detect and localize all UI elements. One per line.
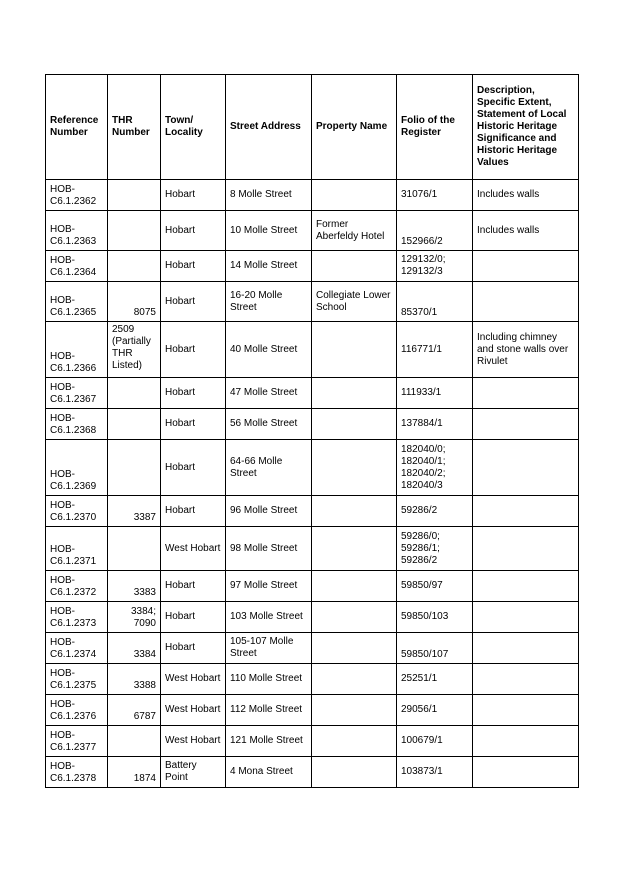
cell-town-locality: West Hobart [161, 664, 226, 695]
cell-reference-number: HOB-C6.1.2373 [46, 602, 108, 633]
cell-thr-number: 3387 [108, 496, 161, 527]
cell-description [473, 695, 579, 726]
cell-reference-number: HOB-C6.1.2364 [46, 251, 108, 282]
cell-property-name [312, 496, 397, 527]
cell-folio: 182040/0; 182040/1; 182040/2; 182040/3 [397, 440, 473, 496]
cell-reference-number: HOB-C6.1.2365 [46, 282, 108, 322]
cell-town-locality: Hobart [161, 378, 226, 409]
heritage-register-table [45, 74, 579, 788]
cell-description [473, 378, 579, 409]
cell-street-address: 103 Molle Street [226, 602, 312, 633]
cell-reference-number: HOB-C6.1.2367 [46, 378, 108, 409]
header-town-locality: Town/ Locality [161, 75, 226, 180]
cell-reference-number: HOB-C6.1.2363 [46, 211, 108, 251]
cell-thr-number [108, 378, 161, 409]
header-folio: Folio of the Register [397, 75, 473, 180]
cell-description [473, 282, 579, 322]
cell-description: Includes walls [473, 180, 579, 211]
cell-folio: 59286/0; 59286/1; 59286/2 [397, 527, 473, 571]
header-street-address: Street Address [226, 75, 312, 180]
cell-reference-number: HOB-C6.1.2374 [46, 633, 108, 664]
cell-folio: 85370/1 [397, 282, 473, 322]
table-row [46, 211, 579, 251]
table-row [46, 726, 579, 757]
cell-folio: 25251/1 [397, 664, 473, 695]
header-property-name: Property Name [312, 75, 397, 180]
cell-property-name [312, 440, 397, 496]
header-reference-number: Reference Number [46, 75, 108, 180]
table-header-row [46, 75, 579, 180]
table-row [46, 251, 579, 282]
cell-property-name [312, 726, 397, 757]
table-row [46, 409, 579, 440]
cell-street-address: 112 Molle Street [226, 695, 312, 726]
cell-street-address: 98 Molle Street [226, 527, 312, 571]
cell-town-locality: Hobart [161, 633, 226, 664]
table-row [46, 496, 579, 527]
cell-town-locality: West Hobart [161, 695, 226, 726]
table-row [46, 440, 579, 496]
table-row [46, 602, 579, 633]
table-row [46, 664, 579, 695]
cell-town-locality: Hobart [161, 440, 226, 496]
cell-street-address: 10 Molle Street [226, 211, 312, 251]
cell-street-address: 4 Mona Street [226, 757, 312, 788]
cell-reference-number: HOB-C6.1.2377 [46, 726, 108, 757]
cell-reference-number: HOB-C6.1.2370 [46, 496, 108, 527]
cell-folio: 100679/1 [397, 726, 473, 757]
cell-reference-number: HOB-C6.1.2362 [46, 180, 108, 211]
cell-reference-number: HOB-C6.1.2376 [46, 695, 108, 726]
cell-thr-number [108, 251, 161, 282]
table-row [46, 757, 579, 788]
table-body [46, 180, 579, 788]
cell-thr-number: 3384; 7090 [108, 602, 161, 633]
cell-street-address: 105-107 Molle Street [226, 633, 312, 664]
table-row [46, 633, 579, 664]
cell-town-locality: Hobart [161, 180, 226, 211]
cell-town-locality: Hobart [161, 322, 226, 378]
cell-town-locality: Battery Point [161, 757, 226, 788]
cell-property-name: Former Aberfeldy Hotel [312, 211, 397, 251]
cell-description [473, 633, 579, 664]
cell-folio: 137884/1 [397, 409, 473, 440]
cell-folio: 29056/1 [397, 695, 473, 726]
cell-reference-number: HOB-C6.1.2378 [46, 757, 108, 788]
cell-property-name [312, 633, 397, 664]
cell-thr-number: 6787 [108, 695, 161, 726]
cell-street-address: 47 Molle Street [226, 378, 312, 409]
cell-folio: 59850/107 [397, 633, 473, 664]
cell-description [473, 409, 579, 440]
cell-description [473, 726, 579, 757]
cell-reference-number: HOB-C6.1.2371 [46, 527, 108, 571]
cell-property-name: Collegiate Lower School [312, 282, 397, 322]
table-row [46, 695, 579, 726]
cell-description [473, 757, 579, 788]
cell-thr-number [108, 211, 161, 251]
cell-description [473, 664, 579, 695]
cell-reference-number: HOB-C6.1.2369 [46, 440, 108, 496]
cell-thr-number [108, 726, 161, 757]
cell-property-name [312, 180, 397, 211]
cell-property-name [312, 322, 397, 378]
cell-street-address: 16-20 Molle Street [226, 282, 312, 322]
cell-thr-number: 1874 [108, 757, 161, 788]
cell-thr-number: 3384 [108, 633, 161, 664]
cell-reference-number: HOB-C6.1.2366 [46, 322, 108, 378]
cell-thr-number: 2509 (Partially THR Listed) [108, 322, 161, 378]
cell-folio: 129132/0; 129132/3 [397, 251, 473, 282]
cell-description: Includes walls [473, 211, 579, 251]
cell-thr-number [108, 180, 161, 211]
cell-thr-number: 3383 [108, 571, 161, 602]
cell-street-address: 96 Molle Street [226, 496, 312, 527]
cell-street-address: 8 Molle Street [226, 180, 312, 211]
cell-folio: 111933/1 [397, 378, 473, 409]
cell-town-locality: West Hobart [161, 726, 226, 757]
cell-description [473, 602, 579, 633]
cell-town-locality: Hobart [161, 602, 226, 633]
cell-street-address: 64-66 Molle Street [226, 440, 312, 496]
cell-property-name [312, 571, 397, 602]
cell-folio: 59850/97 [397, 571, 473, 602]
cell-property-name [312, 757, 397, 788]
cell-folio: 31076/1 [397, 180, 473, 211]
cell-town-locality: Hobart [161, 496, 226, 527]
cell-street-address: 110 Molle Street [226, 664, 312, 695]
cell-folio: 103873/1 [397, 757, 473, 788]
cell-town-locality: Hobart [161, 282, 226, 322]
cell-thr-number [108, 527, 161, 571]
cell-town-locality: Hobart [161, 409, 226, 440]
cell-property-name [312, 251, 397, 282]
table-row [46, 180, 579, 211]
header-description: Description, Specific Extent, Statement of Local Historic Heritage Significance and Historic Heritage Values [473, 75, 579, 180]
table-row [46, 322, 579, 378]
cell-street-address: 97 Molle Street [226, 571, 312, 602]
cell-folio: 59286/2 [397, 496, 473, 527]
cell-description: Including chimney and stone walls over Rivulet [473, 322, 579, 378]
cell-town-locality: Hobart [161, 571, 226, 602]
cell-thr-number: 8075 [108, 282, 161, 322]
table-row [46, 282, 579, 322]
cell-property-name [312, 527, 397, 571]
table-row [46, 527, 579, 571]
cell-reference-number: HOB-C6.1.2375 [46, 664, 108, 695]
cell-town-locality: Hobart [161, 251, 226, 282]
cell-street-address: 40 Molle Street [226, 322, 312, 378]
cell-description [473, 571, 579, 602]
cell-folio: 152966/2 [397, 211, 473, 251]
cell-description [473, 527, 579, 571]
cell-property-name [312, 664, 397, 695]
cell-street-address: 56 Molle Street [226, 409, 312, 440]
cell-description [473, 440, 579, 496]
header-thr-number: THR Number [108, 75, 161, 180]
cell-folio: 116771/1 [397, 322, 473, 378]
cell-thr-number [108, 440, 161, 496]
cell-property-name [312, 409, 397, 440]
cell-street-address: 14 Molle Street [226, 251, 312, 282]
cell-street-address: 121 Molle Street [226, 726, 312, 757]
cell-property-name [312, 602, 397, 633]
cell-thr-number [108, 409, 161, 440]
table-row [46, 378, 579, 409]
cell-property-name [312, 695, 397, 726]
cell-description [473, 251, 579, 282]
cell-town-locality: West Hobart [161, 527, 226, 571]
cell-reference-number: HOB-C6.1.2372 [46, 571, 108, 602]
table-row [46, 571, 579, 602]
cell-property-name [312, 378, 397, 409]
cell-thr-number: 3388 [108, 664, 161, 695]
cell-reference-number: HOB-C6.1.2368 [46, 409, 108, 440]
cell-folio: 59850/103 [397, 602, 473, 633]
cell-town-locality: Hobart [161, 211, 226, 251]
cell-description [473, 496, 579, 527]
